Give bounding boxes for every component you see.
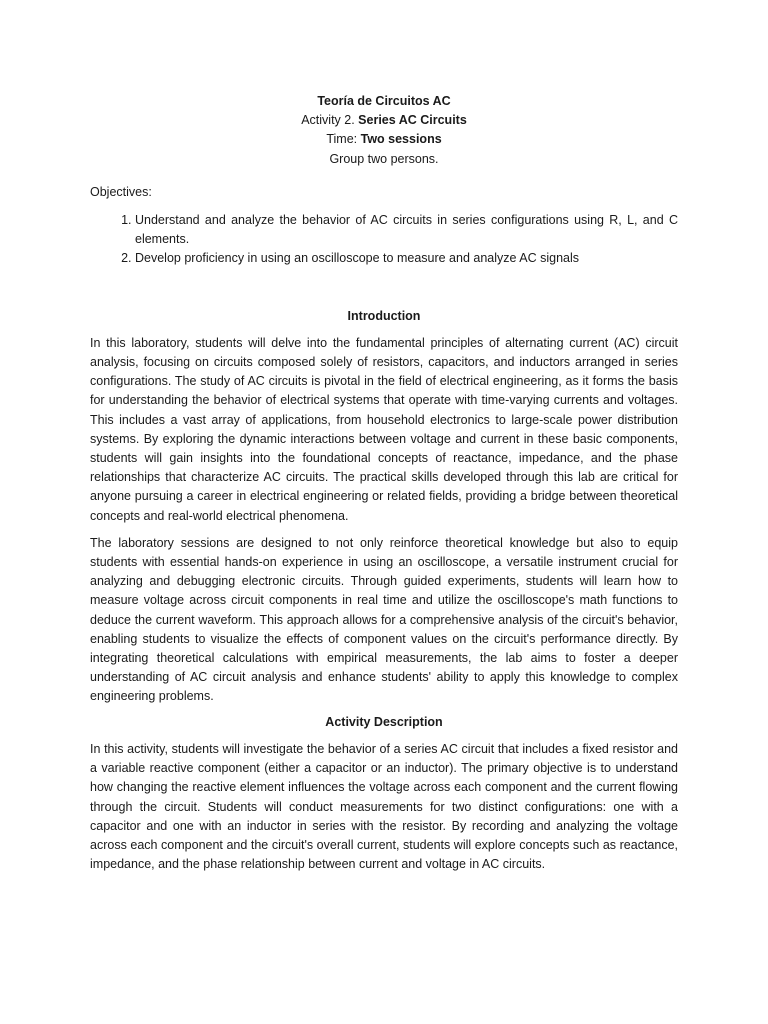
activity-prefix: Activity 2. [301, 113, 359, 128]
objectives-label: Objectives: [90, 184, 152, 199]
document-page [90, 92, 678, 882]
time-line [90, 130, 678, 149]
course-title: Teoría de Circuitos AC [317, 94, 451, 108]
document-header [90, 92, 678, 169]
activity-description-paragraph: In this activity, students will investigate the behavior of a series AC circuit that includes a fixed resistor and a variable reactive component (either a capacitor or an inductor). The primary objective is to understand how changing the reactive element influences the voltage across each component and the current flowing through the circuit. Students will conduct measurements for two distinct configurations: one with a capacitor and one with an inductor in series with the resistor. By recording and analyzing the voltage across each component and the circuit's overall current, students will explore concepts such as reactance, impedance, and the phase relationship between current and voltage in AC circuits. [90, 741, 678, 872]
objectives-list [90, 211, 678, 269]
activity-name: Series AC Circuits [358, 113, 467, 128]
time-prefix: Time: [326, 132, 361, 147]
introduction-heading: Introduction [347, 308, 421, 323]
activity-description-heading: Activity Description [325, 714, 443, 729]
objective-item: 2. Develop proficiency in using an oscilloscope to measure and analyze AC signals [135, 249, 678, 268]
introduction-paragraph: The laboratory sessions are designed to not only reinforce theoretical knowledge but also to equip students with essential hands-on experience in using an oscilloscope, a versatile instrument crucial for analyzing and debugging electronic circuits. Through guided experiments, students will learn how to measure voltage across circuit components in real time and utilize the oscilloscope's math functions to deduce the current waveform. This approach allows for a comprehensive analysis of the circuit's behavior, enabling students to visualize the effects of component values on the circuit's performance directly. By integrating theoretical calculations with empirical measurements, the lab aims to foster a deeper understanding of AC circuit analysis and enhance students' ability to apply this knowledge to complex engineering problems. [90, 535, 678, 704]
time-value: Two sessions [360, 132, 442, 147]
introduction-paragraph: In this laboratory, students will delve into the fundamental principles of alternating current (AC) circuit analysis, focusing on circuits composed solely of resistors, capacitors, and inductors arranged in series configurations. The study of AC circuits is pivotal in the field of electrical engineering, as it forms the basis for understanding the behavior of electrical systems that operate with time-varying currents and voltages. This includes a vast array of applications, from household electronics to large-scale power distribution systems. By exploring the dynamic interactions between voltage and current in these basic components, students will gain insights into the foundational concepts of reactance, impedance, and the phase relationships that characterize AC circuits. The practical skills developed through this lab are critical for anyone pursuing a career in electrical engineering or related fields, providing a bridge between theoretical concepts and real-world electrical phenomena. [90, 335, 678, 523]
objective-item: 1. Understand and analyze the behavior of AC circuits in series configurations using R, L, and C elements. [135, 211, 678, 249]
activity-line [90, 111, 678, 130]
group-line: Group two persons. [329, 151, 439, 166]
